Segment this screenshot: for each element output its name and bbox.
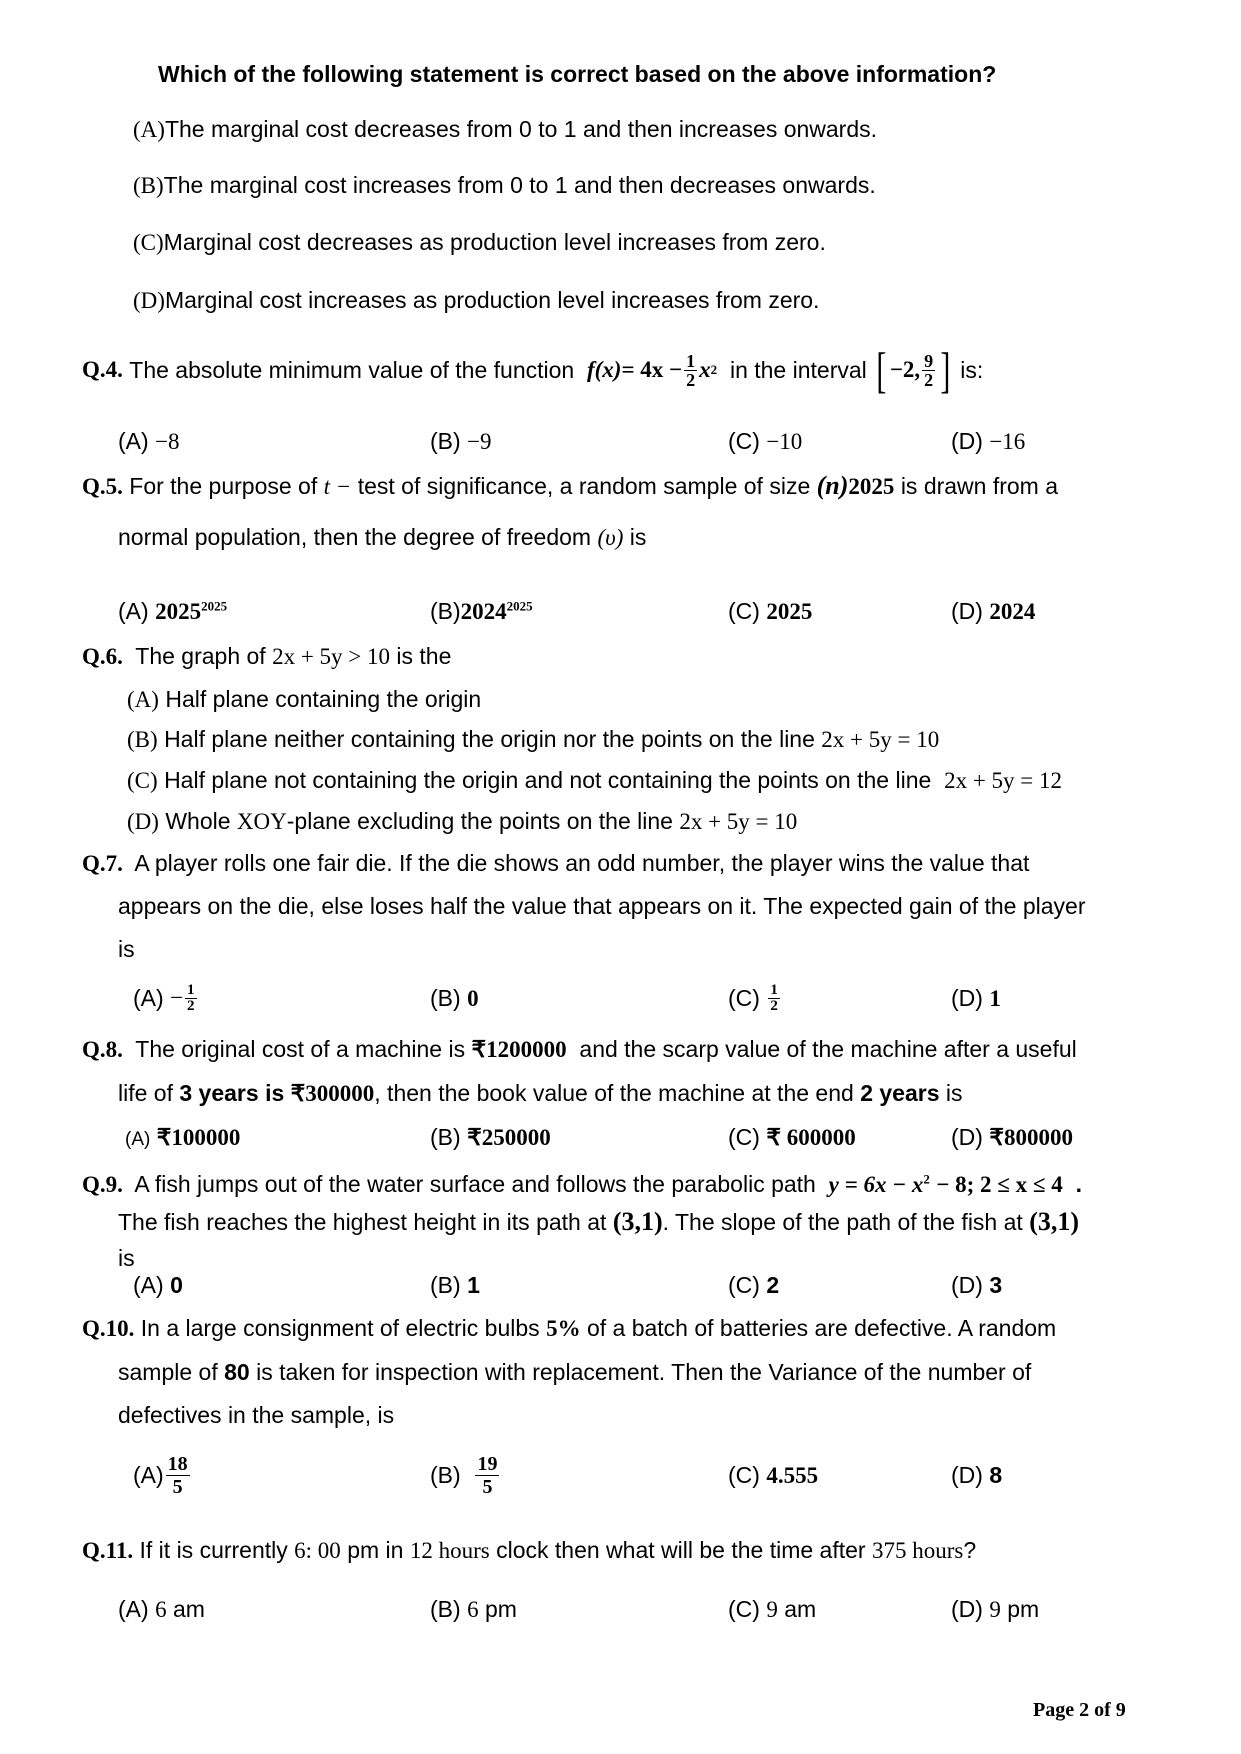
denominator: 2	[770, 997, 778, 1014]
q3-option-d	[133, 286, 819, 315]
option-text: Marginal cost decreases as production level increases from zero.	[163, 229, 826, 255]
q5-option-d	[951, 597, 1035, 626]
option-label: (A)	[133, 1272, 164, 1298]
q8-question-line2	[118, 1079, 963, 1108]
option-text: Half plane not containing the origin and not containing the points on the line	[164, 767, 932, 793]
option-value: 0	[467, 986, 479, 1011]
option-text: Whole	[165, 808, 231, 834]
question-text: is:	[960, 357, 984, 383]
fraction	[768, 983, 780, 1014]
option-label: (D)	[951, 1462, 983, 1488]
question-number: Q.10.	[82, 1316, 135, 1341]
option-label: (B)	[430, 598, 461, 624]
option-value: 8	[989, 1462, 1003, 1488]
q8-option-b	[430, 1123, 551, 1152]
option-value: ₹100000	[156, 1125, 241, 1150]
function-name: f(x)	[586, 357, 622, 382]
page-number: Page 2 of 9	[1033, 1699, 1126, 1721]
option-text: The marginal cost decreases from 0 to 1 and then increases onwards.	[164, 116, 878, 142]
q11-option-c	[728, 1595, 816, 1624]
question-text: If it is currently	[139, 1537, 288, 1563]
bracket-close: ]	[940, 342, 951, 398]
q6-option-b	[127, 725, 939, 754]
interval-left: −2,	[889, 357, 921, 382]
option-text: Marginal cost increases as production level increases from zero.	[164, 287, 820, 313]
q6-option-c	[127, 766, 1062, 795]
numerator: 19	[477, 1452, 498, 1475]
exponent: 2025	[201, 598, 228, 614]
question-text: A player rolls one fair die. If the die shows an odd number, the player wins the value that	[134, 850, 1030, 876]
option-label: (C)	[133, 230, 164, 255]
question-text: is	[629, 524, 647, 550]
q6-option-d	[127, 807, 797, 836]
option-value: −9	[467, 429, 492, 454]
sample-size: 80	[224, 1359, 250, 1385]
option-value: 0	[170, 1272, 183, 1298]
denominator: 2	[924, 369, 934, 390]
bracket-open: [	[876, 342, 887, 398]
option-value: 4.555	[766, 1463, 819, 1488]
option-label: (D)	[133, 288, 165, 313]
q10-option-c	[728, 1461, 818, 1490]
option-label: (C)	[127, 768, 158, 793]
question-number: Q.4.	[82, 357, 123, 382]
option-value: −16	[989, 429, 1026, 454]
question-number: Q.6.	[82, 644, 123, 669]
path-equation: y = 6x − x	[828, 1172, 924, 1197]
question-text: The fish reaches the highest height in its path at	[118, 1209, 607, 1235]
q5-question-line1	[82, 472, 1058, 501]
option-value: 1	[467, 1272, 480, 1298]
option-value: ₹800000	[989, 1125, 1073, 1150]
question-text: For the purpose of	[129, 473, 318, 499]
q6-question	[82, 642, 451, 671]
q7-question-line3: is	[118, 936, 135, 962]
percent-value: 5%	[546, 1316, 581, 1341]
question-text: A fish jumps out of the water surface and follows the parabolic path	[134, 1171, 816, 1197]
q3-option-b	[133, 171, 876, 200]
denominator: 5	[172, 1475, 183, 1498]
option-number: 9	[766, 1597, 778, 1622]
fraction	[475, 1453, 499, 1498]
question-text: sample of	[118, 1359, 218, 1385]
option-label: (B)	[430, 1272, 461, 1298]
plane-name: XOY	[236, 809, 287, 834]
option-label: (A)	[133, 985, 164, 1011]
period: .	[1075, 1171, 1082, 1197]
question-text: The original cost of a machine is	[135, 1036, 466, 1062]
option-label: (A)	[133, 1462, 164, 1488]
q5-option-a	[118, 597, 227, 626]
numerator: 9	[924, 350, 934, 371]
q6-option-a	[127, 685, 481, 714]
question-text: test of significance, a random sample of size	[357, 473, 811, 499]
question-text: In a large consignment of electric bulbs	[140, 1315, 540, 1341]
q9-option-d	[951, 1271, 1002, 1299]
fraction	[922, 352, 935, 389]
math-expr: 2x + 5y = 10	[821, 727, 940, 752]
question-text: of a batch of batteries are defective. A random	[586, 1315, 1057, 1341]
q11-option-b	[430, 1595, 517, 1624]
q7-question-line1	[82, 849, 1029, 878]
option-label: (A)	[118, 428, 149, 454]
q9-question-line1	[82, 1170, 1082, 1199]
option-text: Half plane containing the origin	[165, 686, 482, 712]
q8-option-d	[951, 1123, 1073, 1152]
option-number: 9	[989, 1597, 1001, 1622]
q7-option-a	[133, 978, 199, 1018]
years-text: 2 years	[860, 1080, 940, 1106]
q4-question: Q.4. The absolute minimum value of the function f(x) = 4x − $\frac{1}{2}$ x 2 in the interval [ −2, $\frac{9}{2}$ ] is:	[82, 342, 984, 398]
q7-question-line2: appears on the die, else loses half the value that appears on it. The expected gain of the player	[118, 893, 1086, 919]
fraction	[166, 1453, 190, 1498]
q9-option-b	[430, 1271, 480, 1299]
option-value: 2025	[155, 599, 202, 624]
q4-option-a	[118, 427, 180, 456]
option-label: (D)	[951, 985, 983, 1011]
option-label: (C)	[728, 1272, 760, 1298]
numerator: 1	[770, 981, 778, 998]
q5-option-b	[430, 597, 533, 626]
option-unit: am	[172, 1596, 205, 1622]
question-text: and the scarp value of the machine after a useful	[579, 1036, 1077, 1062]
q7-option-b	[430, 984, 479, 1013]
option-label: (A)	[118, 598, 149, 624]
numerator: 18	[167, 1452, 188, 1475]
option-value: 2024	[460, 599, 507, 624]
question-number: Q.11.	[82, 1538, 134, 1563]
option-label: (A)	[118, 1596, 149, 1622]
option-label: (B)	[127, 727, 158, 752]
function-expr: = 4x −	[621, 357, 683, 382]
hours-value: 12 hours	[409, 1538, 490, 1563]
option-unit: pm	[1007, 1596, 1040, 1622]
scrap-value: ₹300000	[290, 1081, 375, 1106]
option-number: 6	[155, 1597, 167, 1622]
question-prompt: Which of the following statement is correct based on the above information?	[158, 61, 997, 87]
t-symbol: t −	[323, 474, 352, 499]
q4-option-b	[430, 427, 492, 456]
q5-option-c	[728, 597, 812, 626]
fraction	[684, 352, 697, 389]
option-text: Half plane neither containing the origin nor the points on the line	[164, 726, 815, 752]
option-text: The marginal cost increases from 0 to 1 and then decreases onwards.	[163, 172, 876, 198]
math-expr: 2x + 5y = 10	[679, 809, 798, 834]
q3-option-c	[133, 228, 826, 257]
option-label: (D)	[951, 428, 983, 454]
numerator: 1	[686, 350, 696, 371]
option-value: ₹ 600000	[766, 1125, 856, 1150]
option-label: (C)	[728, 598, 760, 624]
q8-option-c	[728, 1123, 856, 1152]
option-label: (D)	[951, 1596, 983, 1622]
time-value: 6: 00	[294, 1538, 341, 1563]
function-term: x	[699, 357, 711, 382]
question-text: is drawn from a	[900, 473, 1059, 499]
option-text: -plane excluding the points on the line	[286, 808, 673, 834]
years-text: 3 years is	[179, 1080, 285, 1106]
option-label: (A)	[127, 687, 159, 712]
option-label: (C)	[728, 428, 760, 454]
q11-question	[82, 1536, 976, 1565]
q11-option-a	[118, 1595, 205, 1624]
question-text: is taken for inspection with replacement. Then the Variance of the number of	[256, 1359, 1032, 1385]
question-text: The absolute minimum value of the function	[129, 357, 575, 383]
option-label: (A)	[125, 1129, 151, 1150]
q3-option-a	[133, 115, 877, 144]
question-text: ?	[963, 1537, 977, 1563]
option-label: (C)	[728, 1596, 760, 1622]
numerator: 1	[187, 981, 195, 998]
option-label: (B)	[430, 985, 461, 1011]
option-value: 2024	[989, 599, 1036, 624]
q9-question-line3: is	[118, 1245, 135, 1271]
question-number: Q.5.	[82, 474, 123, 499]
q9-option-a	[133, 1271, 183, 1299]
q9-option-c	[728, 1271, 779, 1299]
math-expr: 2x + 5y > 10	[272, 644, 391, 669]
q10-option-d	[951, 1461, 1002, 1489]
q7-option-c	[728, 978, 782, 1018]
cost-value: ₹1200000	[471, 1037, 567, 1062]
q11-option-d	[951, 1595, 1039, 1624]
point: (3,1)	[612, 1207, 663, 1236]
q10-question-line1	[82, 1314, 1056, 1343]
q10-question-line3: defectives in the sample, is	[118, 1402, 395, 1428]
option-label: (D)	[951, 598, 983, 624]
option-label: (C)	[728, 985, 760, 1011]
nu-symbol: (υ)	[597, 525, 624, 550]
fraction	[185, 983, 197, 1014]
option-number: 6	[467, 1597, 479, 1622]
question-number: Q.7.	[82, 851, 123, 876]
question-number: Q.9.	[82, 1172, 123, 1197]
denominator: 2	[686, 369, 696, 390]
option-label: (C)	[728, 1462, 760, 1488]
q5-question-line2	[118, 523, 646, 552]
option-value: −10	[766, 429, 803, 454]
exponent: 2	[923, 1171, 930, 1187]
option-label: (A)	[133, 117, 165, 142]
question-text: . The slope of the path of the fish at	[662, 1209, 1023, 1235]
option-label: (B)	[430, 1124, 461, 1150]
question-text: The graph of	[135, 643, 266, 669]
option-unit: pm	[484, 1596, 517, 1622]
hours-value: 375 hours	[871, 1538, 964, 1563]
option-label: (D)	[951, 1124, 983, 1150]
option-label: (D)	[127, 809, 159, 834]
q10-question-line2	[118, 1358, 1031, 1386]
q9-question-line2	[118, 1208, 1079, 1236]
q10-option-b	[430, 1447, 501, 1503]
question-text: pm in	[347, 1537, 404, 1563]
question-text: is the	[396, 643, 452, 669]
option-value: 3	[989, 1272, 1003, 1298]
q4-option-c	[728, 427, 802, 456]
exponent: 2025	[506, 598, 533, 614]
option-value: ₹250000	[467, 1125, 551, 1150]
option-label: (C)	[728, 1124, 760, 1150]
path-equation: − 8; 2 ≤ x ≤ 4	[936, 1172, 1063, 1197]
option-value: −8	[155, 429, 180, 454]
option-value: 1	[989, 986, 1001, 1011]
question-text: is	[945, 1080, 963, 1106]
option-label: (B)	[430, 1596, 461, 1622]
denominator: 5	[482, 1475, 493, 1498]
question-text: normal population, then the degree of freedom	[118, 524, 592, 550]
option-unit: am	[784, 1596, 817, 1622]
q7-option-d	[951, 984, 1001, 1013]
question-text: in the interval	[729, 357, 867, 383]
n-symbol: (n)	[816, 471, 849, 500]
q10-option-a	[133, 1447, 192, 1503]
option-label: (D)	[951, 1272, 983, 1298]
q8-option-a	[125, 1123, 240, 1154]
question-text: life of	[118, 1080, 173, 1106]
math-expr: 2x + 5y = 12	[944, 768, 1063, 793]
minus-sign: −	[170, 985, 184, 1010]
q4-option-d	[951, 427, 1025, 456]
option-value: 2025	[766, 599, 813, 624]
option-label: (B)	[133, 173, 164, 198]
option-value: 2	[766, 1272, 780, 1298]
option-label: (B)	[430, 428, 461, 454]
denominator: 2	[187, 997, 195, 1014]
sample-size: 2025	[848, 474, 895, 499]
option-label: (B)	[430, 1462, 461, 1488]
question-text: , then the book value of the machine at the end	[374, 1080, 854, 1106]
q8-question-line1	[82, 1035, 1077, 1064]
question-number: Q.8.	[82, 1037, 123, 1062]
point: (3,1)	[1029, 1207, 1080, 1236]
question-text: clock then what will be the time after	[496, 1537, 866, 1563]
